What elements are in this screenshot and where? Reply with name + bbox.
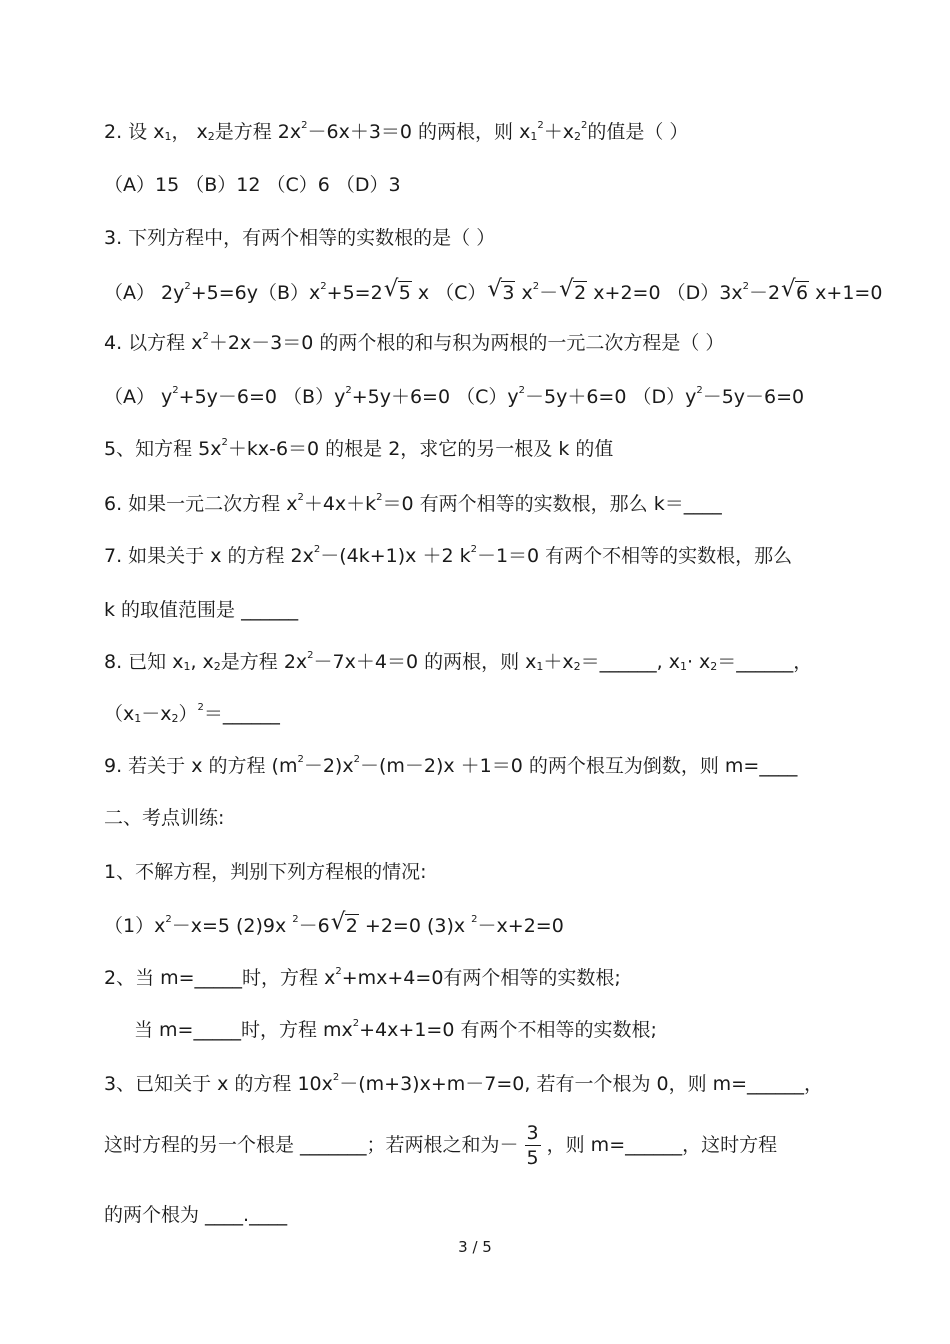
- t3-line3: 的两个根为 ____.____: [104, 1204, 288, 1226]
- t1-stem: 1、不解方程，判别下列方程根的情况:: [104, 861, 427, 883]
- q8-line1: 8. 已知 $x_1$, $x_2$是方程 $2x^2-7x+4=0$ 的两根，则 $x_1+x_2=\_\_\_\_\_\_$, $x_1\cdot$ $x_2=\_\_\_\_\_\_$，: [104, 650, 813, 673]
- q8-line2: $(x_1-x_2)^2=\_\_\_\_\_\_$: [104, 702, 280, 725]
- t1-equations: $(1)x^2-x=5$ (2)9x $^2$－6√ 2 +2=0 (3)x $^2$－x+2=0: [104, 914, 564, 938]
- page-number: 3 / 5: [458, 1238, 492, 1256]
- sqrt-2-t1: √ 2: [332, 914, 359, 938]
- q2-stem: 2. 设 $x_1$， $x_2$是方程 $2x^2-6x+3=0$ 的两根，则 $x_1^2+x_2^2$的值是（ ）: [104, 120, 689, 143]
- q4-options: （A） $y^2+5y-6=0$ $(B)y^2+5y+6=0$ $(C)y^2-5y+6=0$ $(D)y^2-5y-6=0$: [104, 385, 805, 408]
- t3-line2: 这时方程的另一个根是 _______；若两根之和为－ $\frac{3}{5}$ ，则 m=______，这时方程: [104, 1122, 778, 1169]
- sqrt-5: √ 5: [385, 281, 412, 305]
- q3-stem: 3. 下列方程中，有两个相等的实数根的是（ ）: [104, 227, 496, 249]
- t2-line2: 当 m=_____时，方程 $mx^2+4x+1=0$ 有两个不相等的实数根;: [134, 1018, 657, 1041]
- q4-stem: 4. 以方程 $x^2+2x-3=0$ 的两个根的和与积为两根的一元二次方程是（ ）: [104, 331, 725, 354]
- q9: 9. 若关于 x 的方程 $(m^2-2)x^2-(m-2)x +1=0$ 的两个根互为倒数，则 m=____: [104, 754, 798, 777]
- q5: 5、知方程 $5x^2+kx-6=0$ 的根是 2，求它的另一根及 k 的值: [104, 437, 614, 460]
- t2-line1: 2、当 m=_____时，方程 $x^2+mx+4=0$有两个相等的实数根;: [104, 966, 621, 989]
- t3-line1: 3、已知关于 x 的方程 $10x^2-(m+3)x+m-7=0$, 若有一个根为 0，则 m=______，: [104, 1072, 824, 1095]
- section-2-title: 二、考点训练:: [104, 807, 225, 829]
- q7-line1: 7. 如果关于 x 的方程 $2x^2-(4k+1)x +2$ $k^2-1=0$ 有两个不相等的实数根，那么: [104, 544, 793, 567]
- q3-options: （A） $2y^2+5=6y(B)x^2+5=2√$ 5 x （C）√ 3 $x^2-√$ 2 x+2=0 $(D)3x^2-2√$ 6 x+1=0: [104, 281, 882, 305]
- sqrt-3: √ 3: [488, 281, 515, 305]
- sqrt-6: √ 6: [782, 281, 809, 305]
- q7-line2: k 的取值范围是 ______: [104, 599, 299, 621]
- sqrt-2: √ 2: [560, 281, 587, 305]
- q6: 6. 如果一元二次方程 $x^2+4x+k^2=0$ 有两个相等的实数根，那么 k＝____: [104, 492, 722, 515]
- q2-options: （A）15 （B）12 （C）6 （D）3: [104, 174, 401, 196]
- fraction-3-5: $\frac{3}{5}$: [526, 1122, 539, 1169]
